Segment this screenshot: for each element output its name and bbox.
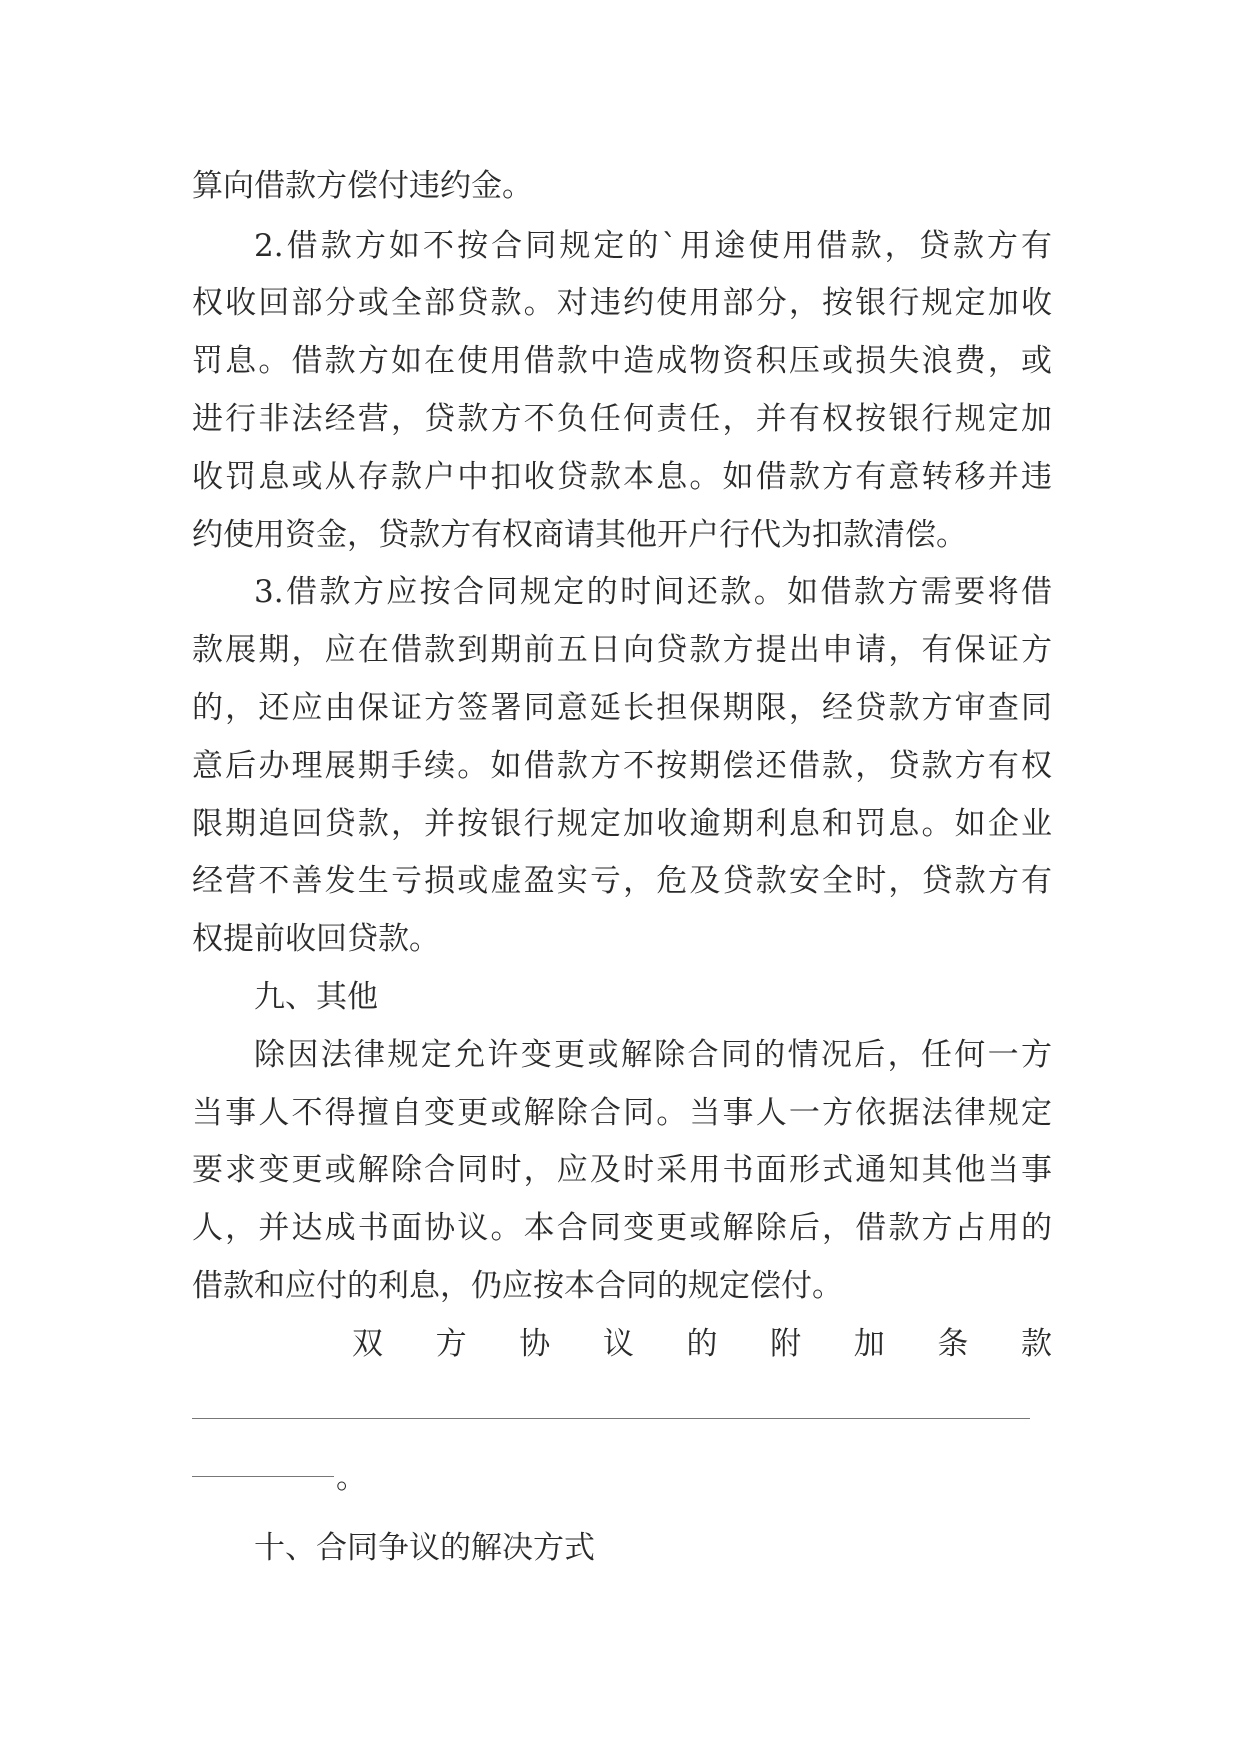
paragraph-line: 除因法律规定允许变更或解除合同的情况后，任何一方 [254, 1037, 1052, 1073]
paragraph-line: 经营不善发生亏损或虚盈实亏，危及贷款安全时，贷款方有 [192, 863, 1052, 899]
section-heading: 十、合同争议的解决方式 [254, 1530, 595, 1566]
paragraph-line: 权提前收回贷款。 [192, 921, 440, 957]
additional-terms-label [352, 1314, 1052, 1374]
blank-fill-line-short [192, 1476, 334, 1477]
label-char: 的 [686, 1326, 718, 1362]
paragraph-line: 意后办理展期手续。如借款方不按期偿还借款，贷款方有权 [192, 748, 1052, 784]
paragraph-line: 限期追回贷款，并按银行规定加收逾期利息和罚息。如企业 [192, 806, 1052, 842]
paragraph-line: 借款和应付的利息，仍应按本合同的规定偿付。 [192, 1268, 843, 1304]
blank-end-mark: 。 [336, 1460, 367, 1496]
paragraph-line: 进行非法经营，贷款方不负任何责任，并有权按银行规定加 [192, 401, 1052, 437]
label-char: 方 [435, 1326, 467, 1362]
label-char: 条 [937, 1326, 969, 1362]
label-char: 加 [853, 1326, 885, 1362]
label-char: 附 [770, 1326, 802, 1362]
paragraph-line: 权收回部分或全部贷款。对违约使用部分，按银行规定加收 [192, 285, 1052, 321]
label-char: 议 [602, 1326, 634, 1362]
paragraph-line: 的，还应由保证方签署同意延长担保期限，经贷款方审查同 [192, 690, 1052, 726]
paragraph-line: 收罚息或从存款户中扣收贷款本息。如借款方有意转移并违 [192, 459, 1052, 495]
label-char: 协 [519, 1326, 551, 1362]
label-char: 双 [352, 1326, 383, 1362]
paragraph-line: 人，并达成书面协议。本合同变更或解除后，借款方占用的 [192, 1210, 1052, 1246]
paragraph-line: 约使用资金，贷款方有权商请其他开户行代为扣款清偿。 [192, 517, 967, 553]
section-heading: 九、其他 [254, 979, 378, 1015]
paragraph-line: 2.借款方如不按合同规定的`用途使用借款，贷款方有 [254, 228, 1052, 264]
blank-fill-line [192, 1418, 1030, 1419]
paragraph-line: 当事人不得擅自变更或解除合同。当事人一方依据法律规定 [192, 1095, 1052, 1131]
paragraph-line: 要求变更或解除合同时，应及时采用书面形式通知其他当事 [192, 1152, 1052, 1188]
label-char: 款 [1021, 1326, 1052, 1362]
paragraph-line: 3.借款方应按合同规定的时间还款。如借款方需要将借 [254, 574, 1052, 610]
paragraph-line: 罚息。借款方如在使用借款中造成物资积压或损失浪费，或 [192, 343, 1052, 379]
paragraph-line: 款展期，应在借款到期前五日向贷款方提出申请，有保证方 [192, 632, 1052, 668]
paragraph-line: 算向借款方偿付违约金。 [192, 168, 533, 204]
